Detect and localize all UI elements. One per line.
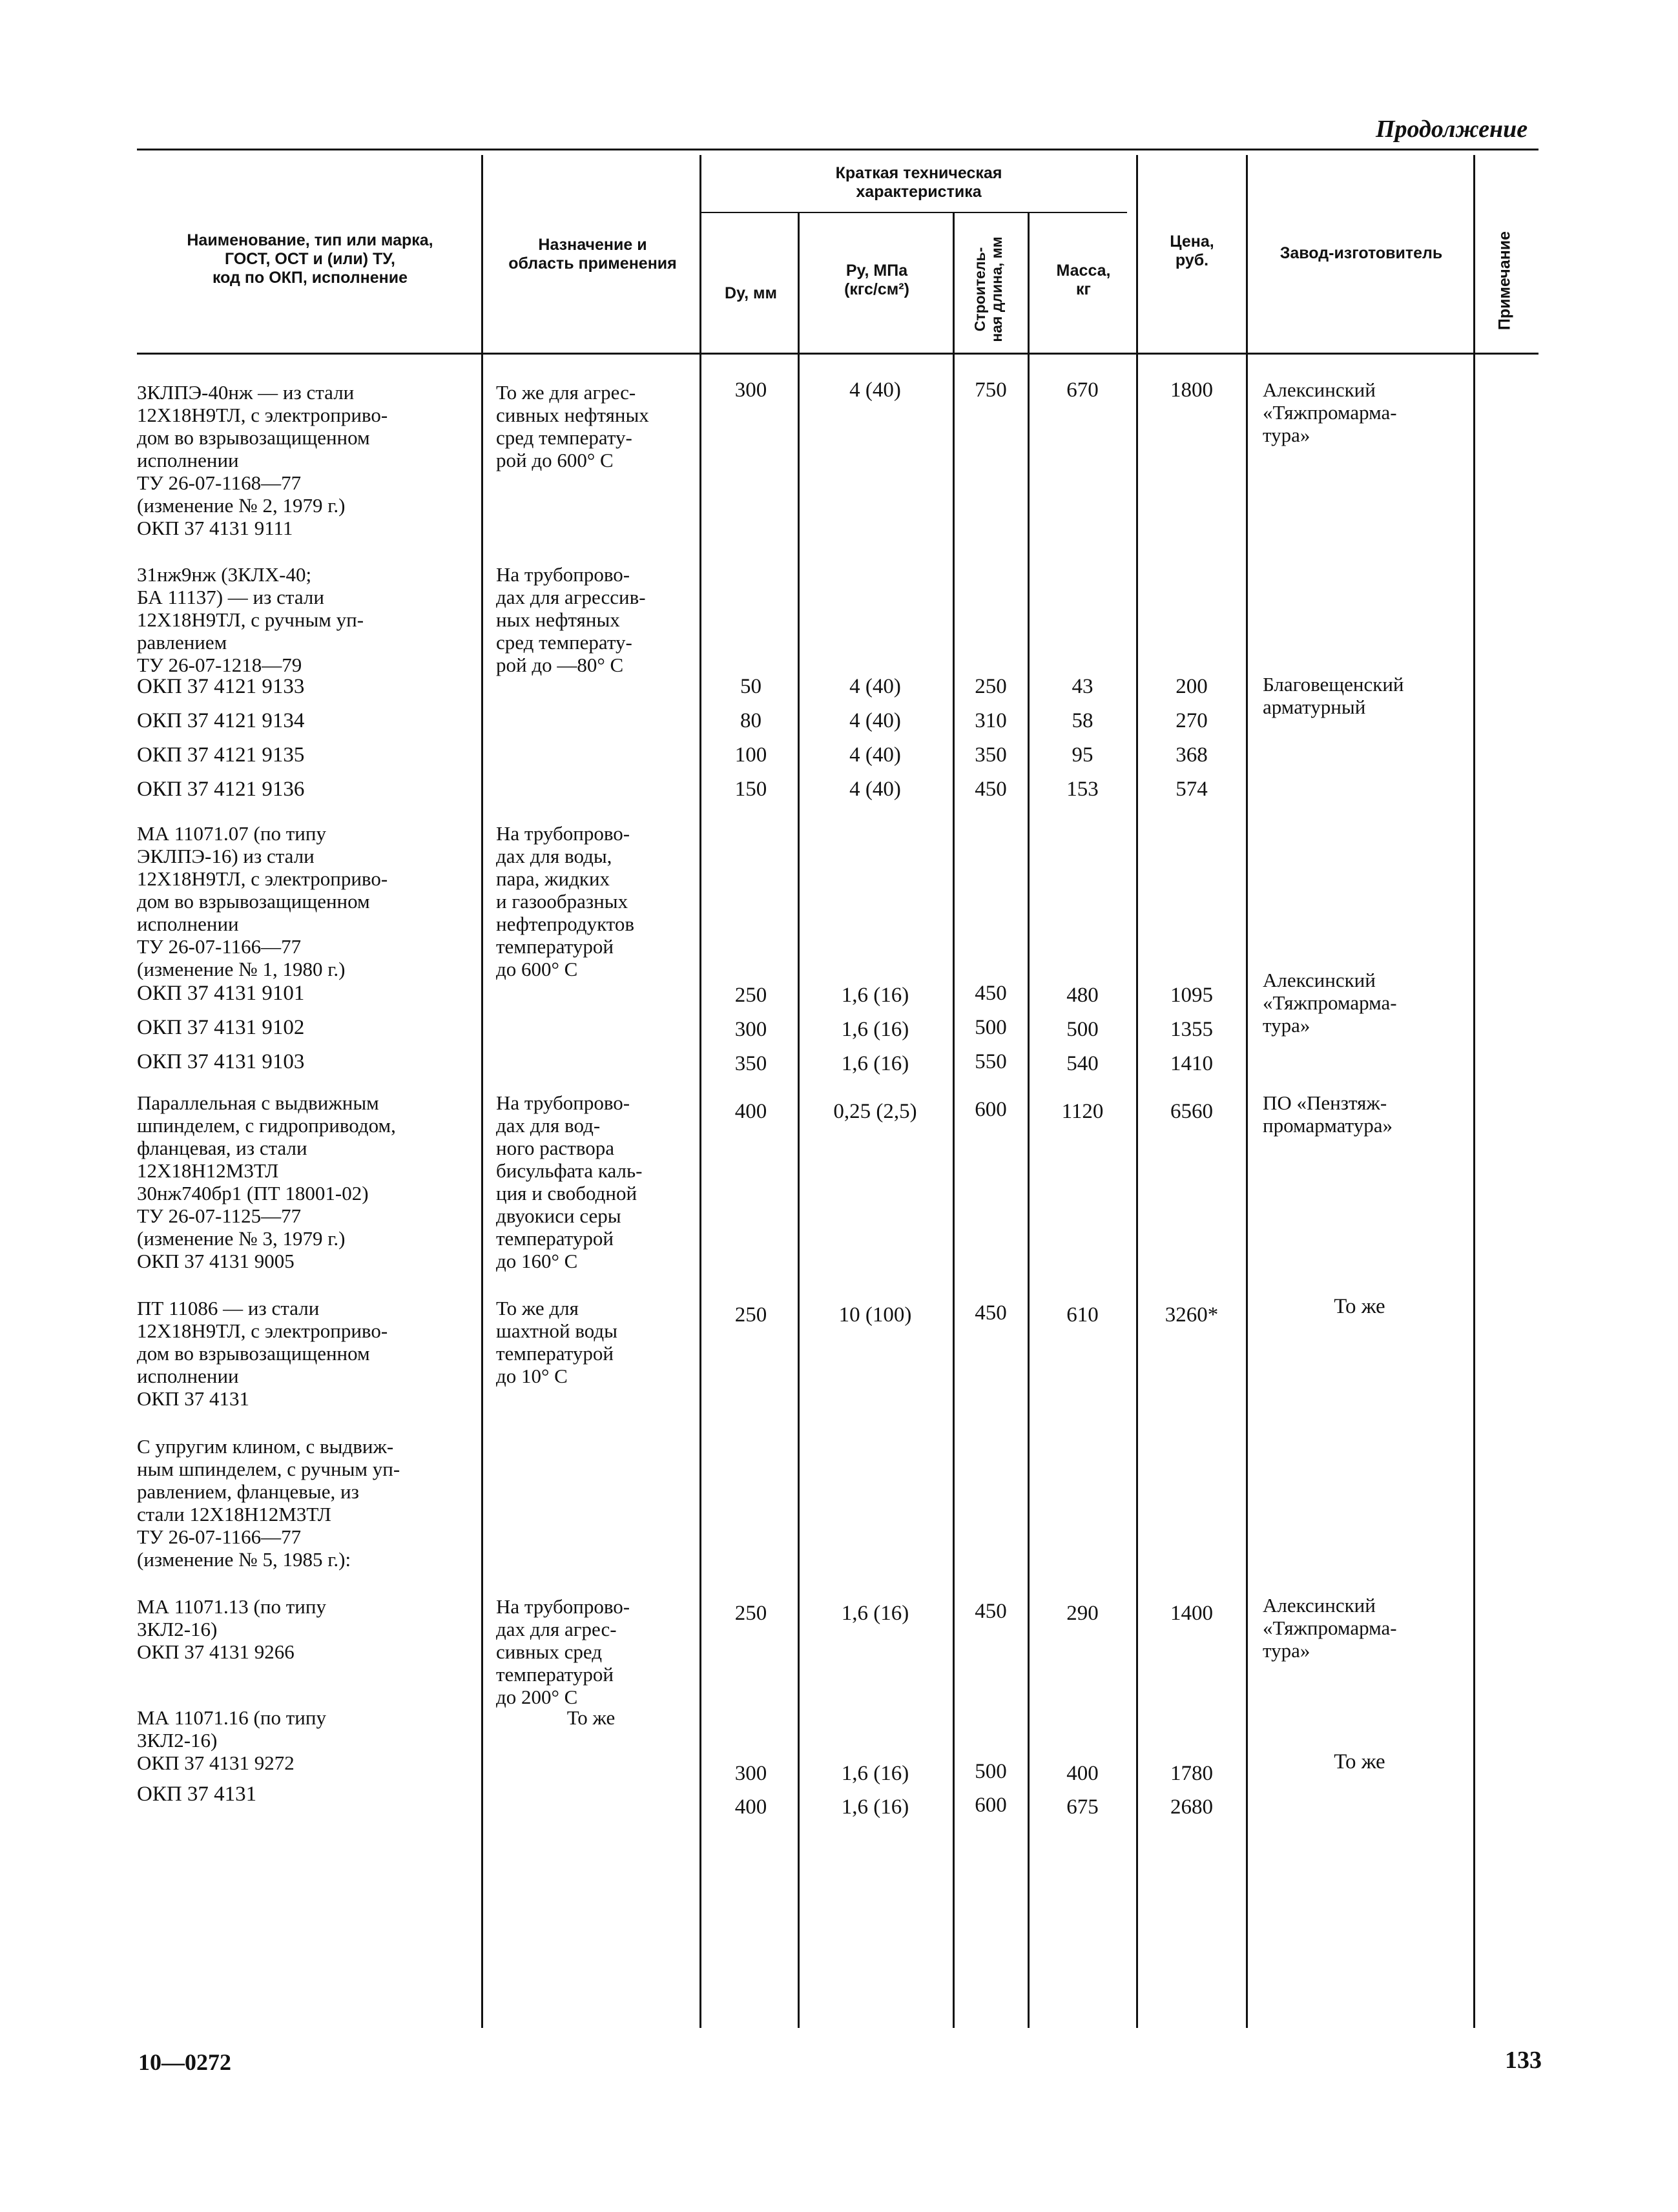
row2-dy-1: 50 [740, 675, 761, 698]
header-mass: Масса, кг [1056, 262, 1111, 298]
row5-name: ПТ 11086 — из стали 12Х18Н9ТЛ, с электроприво- дом во взрывозащищенном исполнении ОКП 37 4131 [137, 1297, 388, 1410]
row3-py-1: 1,6 (16) [841, 984, 909, 1007]
row3-maker: Алексинский «Тяжпромарма- тура» [1263, 969, 1397, 1037]
row2-dy-3: 100 [734, 743, 767, 767]
row2-len-1: 250 [975, 675, 1007, 698]
col-divider-2 [699, 155, 701, 2028]
row9-len: 600 [975, 1793, 1007, 1817]
row8-len: 500 [975, 1760, 1007, 1783]
row7-maker: Алексинский «Тяжпромарма- тура» [1263, 1594, 1397, 1662]
header-name: Наименование, тип или марка, ГОСТ, ОСТ и (или) ТУ, код по ОКП, исполнение [187, 231, 433, 287]
row4-purpose: На трубопрово- дах для вод- ного раствора бисульфата каль- ция и свободной двуокиси серы температурой до 160° С [496, 1091, 643, 1272]
page-number: 133 [1505, 2047, 1542, 2074]
row3-len-2: 500 [975, 1016, 1007, 1039]
row2-dy-2: 80 [740, 709, 761, 732]
row1-price: 1800 [1170, 378, 1213, 402]
header-note: Примечание [1495, 231, 1514, 331]
col-divider-3 [798, 213, 800, 2028]
row3-code-2: ОКП 37 4131 9102 [137, 1016, 305, 1039]
row4-len: 600 [975, 1098, 1007, 1121]
row2-price-1: 200 [1176, 675, 1208, 698]
row7-mass: 290 [1066, 1602, 1099, 1625]
row2-len-2: 310 [975, 709, 1007, 732]
row9-mass: 675 [1066, 1795, 1099, 1819]
row2-name: 31нж9нж (3КЛХ-40; БА 11137) — из стали 12Х18Н9ТЛ, с ручным уп- равлением ТУ 26-07-1218—79 [137, 563, 364, 676]
row3-mass-2: 500 [1066, 1018, 1099, 1041]
row8-mass: 400 [1066, 1762, 1099, 1785]
row3-price-1: 1095 [1170, 984, 1213, 1007]
row8-dy: 300 [734, 1762, 767, 1785]
row9-dy: 400 [734, 1795, 767, 1819]
row9-price: 2680 [1170, 1795, 1213, 1819]
row8-purpose: То же [566, 1706, 616, 1729]
row5-maker: То же [1334, 1295, 1385, 1318]
row2-code-4: ОКП 37 4121 9136 [137, 778, 305, 801]
row9-code: ОКП 37 4131 [137, 1783, 257, 1806]
row3-len-3: 550 [975, 1050, 1007, 1073]
header-purpose: Назначение и область применения [508, 236, 677, 273]
footer-code: 10—0272 [138, 2049, 231, 2075]
row2-mass-1: 43 [1072, 675, 1093, 698]
row2-py-2: 4 (40) [849, 709, 901, 732]
row3-dy-3: 350 [734, 1052, 767, 1075]
row7-purpose: На трубопрово- дах для агрес- сивных сред температурой до 200° С [496, 1595, 630, 1708]
col-divider-1 [481, 155, 483, 2028]
row5-price: 3260* [1165, 1303, 1219, 1327]
row5-dy: 250 [734, 1303, 767, 1327]
row3-py-2: 1,6 (16) [841, 1018, 909, 1041]
row5-len: 450 [975, 1301, 1007, 1325]
col-divider-8 [1473, 155, 1475, 2028]
row7-name: МА 11071.13 (по типу 3КЛ2-16) ОКП 37 4131 9266 [137, 1595, 326, 1663]
row2-mass-2: 58 [1072, 709, 1093, 732]
col-divider-5 [1028, 213, 1030, 2028]
header-maker: Завод-изготовитель [1279, 244, 1443, 262]
row2-len-4: 450 [975, 778, 1007, 801]
row3-dy-2: 300 [734, 1018, 767, 1041]
table-top-rule [137, 149, 1538, 150]
row4-dy: 400 [734, 1100, 767, 1123]
row4-price: 6560 [1170, 1100, 1213, 1123]
header-price: Цена, руб. [1170, 233, 1214, 269]
row7-py: 1,6 (16) [841, 1602, 909, 1625]
row4-py: 0,25 (2,5) [833, 1100, 917, 1123]
row2-price-2: 270 [1176, 709, 1208, 732]
row2-price-3: 368 [1176, 743, 1208, 767]
row3-mass-3: 540 [1066, 1052, 1099, 1075]
row1-maker: Алексинский «Тяжпромарма- тура» [1263, 378, 1397, 446]
row5-purpose: То же для шахтной воды температурой до 10° С [496, 1297, 617, 1387]
continuation-label: Продолжение [1376, 116, 1528, 143]
row5-mass: 610 [1066, 1303, 1099, 1327]
tech-subheader-rule [701, 212, 1127, 213]
row3-code-3: ОКП 37 4131 9103 [137, 1050, 305, 1073]
row3-mass-1: 480 [1066, 984, 1099, 1007]
row3-code-1: ОКП 37 4131 9101 [137, 982, 305, 1005]
row2-code-1: ОКП 37 4121 9133 [137, 675, 305, 698]
row3-dy-1: 250 [734, 984, 767, 1007]
header-tech: Краткая техническая характеристика [835, 164, 1002, 201]
header-bottom-rule [137, 353, 1538, 355]
row9-py: 1,6 (16) [841, 1795, 909, 1819]
row1-mass: 670 [1066, 378, 1099, 402]
header-py: Pу, МПа (кгс/см²) [844, 262, 909, 298]
col-divider-6 [1136, 155, 1138, 2028]
row2-mass-3: 95 [1072, 743, 1093, 767]
row4-maker: ПО «Пензтяж- промарматура» [1263, 1091, 1393, 1137]
row3-name: МА 11071.07 (по типу ЭКЛПЭ-16) из стали 12Х18Н9ТЛ, с электроприво- дом во взрывозащищенном исполнении ТУ 26-07-1166—77 (изменение № 1, 1980 г.) [137, 822, 388, 980]
row3-purpose: На трубопрово- дах для воды, пара, жидких и газообразных нефтепродуктов температурой до 600° С [496, 822, 635, 980]
row3-price-2: 1355 [1170, 1018, 1213, 1041]
row2-len-3: 350 [975, 743, 1007, 767]
row2-price-4: 574 [1176, 778, 1208, 801]
row2-maker: Благовещенский арматурный [1263, 673, 1404, 718]
row1-purpose: То же для агрес- сивных нефтяных сред температу- рой до 600° С [496, 381, 649, 471]
row2-py-3: 4 (40) [849, 743, 901, 767]
row2-py-1: 4 (40) [849, 675, 901, 698]
row2-purpose: На трубопрово- дах для агрессив- ных нефтяных сред температу- рой до —80° С [496, 563, 646, 676]
col-divider-7 [1246, 155, 1248, 2028]
row3-price-3: 1410 [1170, 1052, 1213, 1075]
row8-maker: То же [1334, 1750, 1385, 1773]
row6-name: С упругим клином, с выдвиж- ным шпинделем, с ручным уп- равлением, фланцевые, из стали 12Х18Н12М3ТЛ ТУ 26-07-1166—77 (изменение № 5, 1985 г.): [137, 1435, 400, 1571]
row3-py-3: 1,6 (16) [841, 1052, 909, 1075]
row8-price: 1780 [1170, 1762, 1213, 1785]
row8-name: МА 11071.16 (по типу 3КЛ2-16) ОКП 37 4131 9272 [137, 1706, 326, 1774]
header-length: Строитель- ная длина, мм [971, 236, 1005, 342]
header-dy: Dу, мм [725, 284, 777, 302]
row5-py: 10 (100) [838, 1303, 912, 1327]
row8-py: 1,6 (16) [841, 1762, 909, 1785]
row2-py-4: 4 (40) [849, 778, 901, 801]
row2-code-2: ОКП 37 4121 9134 [137, 709, 305, 732]
row7-len: 450 [975, 1600, 1007, 1623]
row1-dy: 300 [734, 378, 767, 402]
row1-len: 750 [975, 378, 1007, 402]
row7-price: 1400 [1170, 1602, 1213, 1625]
row1-name: 3КЛПЭ-40нж — из стали 12Х18Н9ТЛ, с электроприво- дом во взрывозащищенном исполнении ТУ 26-07-1168—77 (изменение № 2, 1979 г.) ОКП 37 4131 9111 [137, 381, 388, 539]
row7-dy: 250 [734, 1602, 767, 1625]
row2-mass-4: 153 [1066, 778, 1099, 801]
row3-len-1: 450 [975, 982, 1007, 1005]
row2-dy-4: 150 [734, 778, 767, 801]
row2-code-3: ОКП 37 4121 9135 [137, 743, 305, 767]
row1-py: 4 (40) [849, 378, 901, 402]
row4-mass: 1120 [1061, 1100, 1104, 1123]
row4-name: Параллельная с выдвижным шпинделем, с гидроприводом, фланцевая, из стали 12Х18Н12М3ТЛ 30нж740бр1 (ПТ 18001-02) ТУ 26-07-1125—77 (изменение № 3, 1979 г.) ОКП 37 4131 9005 [137, 1091, 396, 1272]
